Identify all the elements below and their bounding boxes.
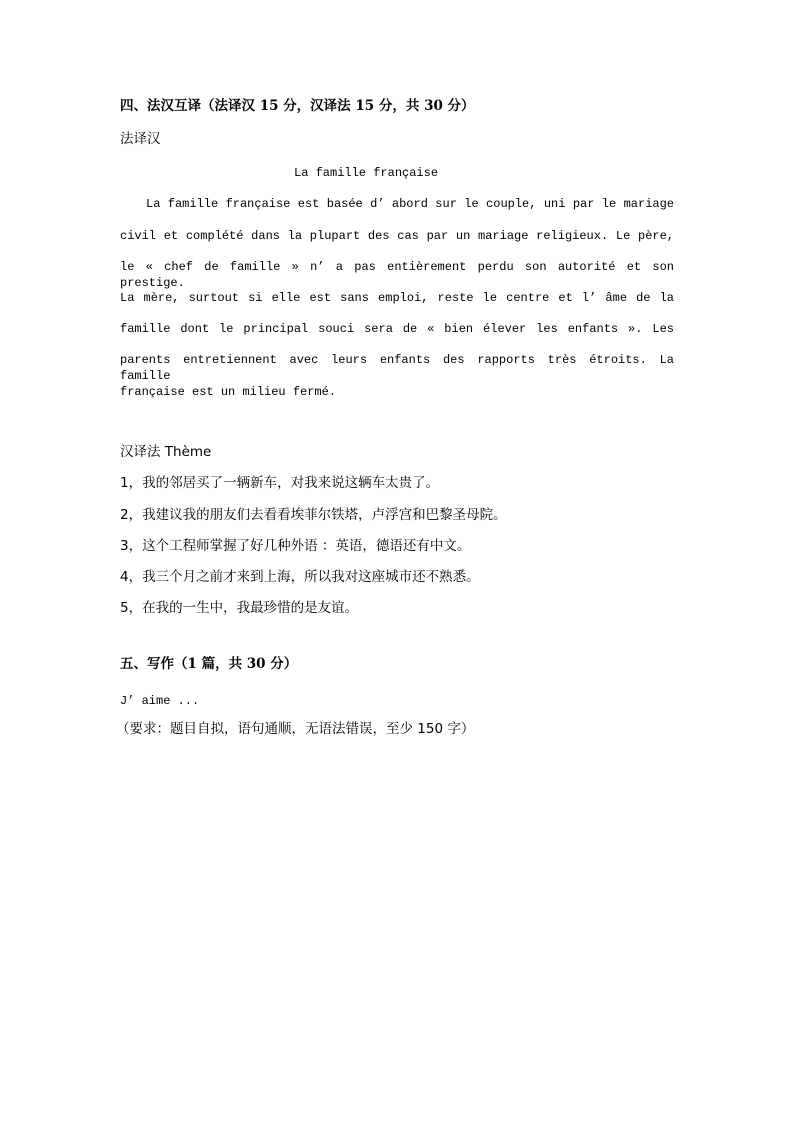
sentence-item: 3，这个工程师掌握了好几种外语 ：英语，德语还有中文。 — [120, 538, 471, 554]
subheading-zh-to-fr: 汉译法 Thème — [120, 444, 212, 460]
passage-line: La famille française est basée d’ abord sur le couple, uni par le mariage — [146, 197, 674, 211]
passage-title: La famille française — [294, 166, 439, 180]
passage-line: famille dont le principal souci sera de « bien élever les enfants ». Les — [120, 322, 674, 336]
passage-line: parents entretiennent avec leurs enfants des rapports très étroits. La famille — [120, 353, 674, 383]
sentence-item: 5，在我的一生中，我最珍惜的是友谊。 — [120, 600, 359, 616]
section-4-heading: 四、法汉互译（法译汉 15 分，汉译法 15 分，共 30 分） — [120, 98, 475, 114]
sentence-item: 4，我三个月之前才来到上海，所以我对这座城市还不熟悉。 — [120, 569, 480, 585]
sentence-item: 1，我的邻居买了一辆新车，对我来说这辆车太贵了。 — [120, 475, 440, 491]
passage-line: le « chef de famille » n’ a pas entièrement perdu son autorité et son prestige. — [120, 260, 674, 290]
passage-line: La mère, surtout si elle est sans emploi, reste le centre et l’ âme de la — [120, 291, 674, 305]
sentence-item: 2，我建议我的朋友们去看看埃菲尔铁塔，卢浮宫和巴黎圣母院。 — [120, 507, 507, 523]
section-5-heading: 五、写作（1 篇，共 30 分） — [120, 656, 298, 672]
writing-requirements: （要求：题目自拟，语句通顺，无语法错误，至少 150 字） — [116, 721, 475, 737]
passage-line: civil et complété dans la plupart des cas par un mariage religieux. Le père, — [120, 229, 674, 243]
subheading-fr-to-zh: 法译汉 — [120, 131, 161, 147]
passage-line: française est un milieu fermé. — [120, 385, 337, 399]
writing-prompt: J’ aime ... — [120, 694, 200, 708]
